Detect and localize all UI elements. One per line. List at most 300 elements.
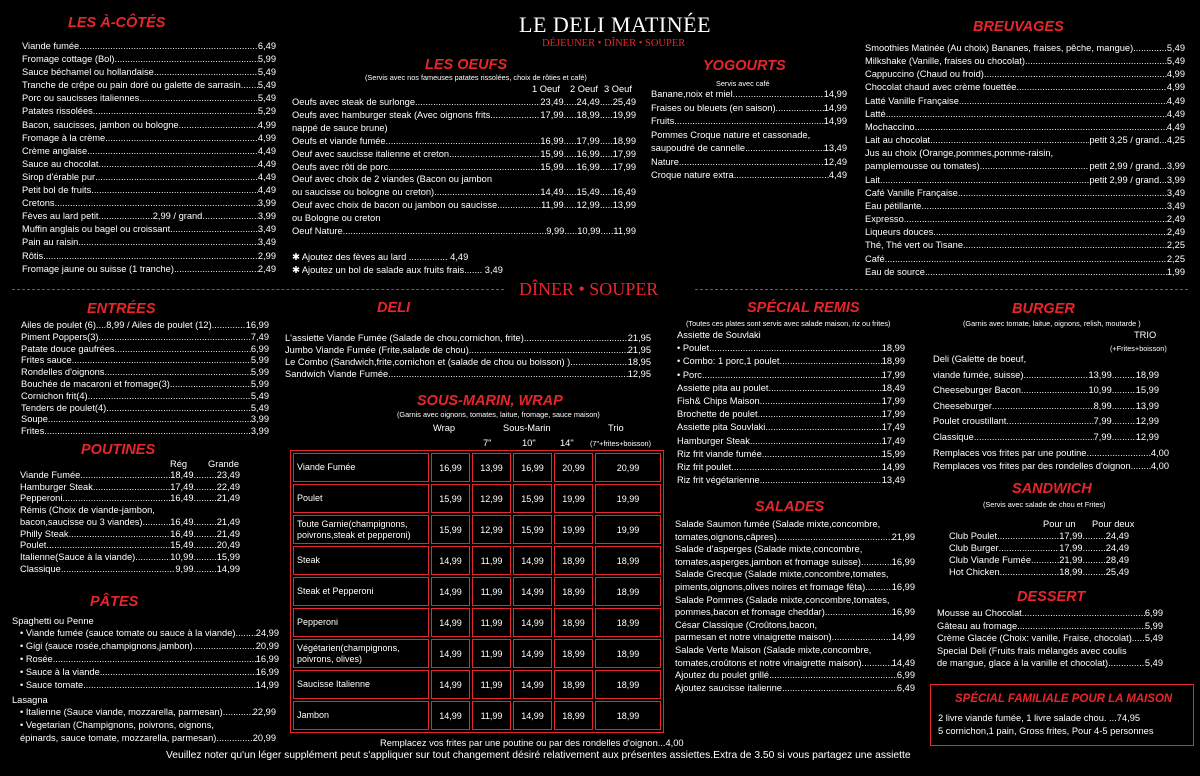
menu-item-name: Bouchée de macaroni et fromage(3)	[21, 378, 170, 389]
sousmarin-price: 18,99	[554, 546, 593, 575]
menu-item-price: 16,99	[891, 581, 915, 592]
menu-item	[865, 160, 1185, 173]
menu-item	[933, 368, 1159, 384]
leader-dots	[980, 160, 1090, 173]
menu-item-price: 4,49	[828, 170, 847, 180]
menu-item-name: • Sauce à la viande	[20, 666, 100, 677]
menu-item-price: 3,49	[257, 224, 276, 235]
leader-dots	[832, 631, 892, 644]
menu-item-price: 13,49	[823, 143, 847, 153]
menu-item-name: Fraises ou bleuets (en saison)	[651, 102, 776, 113]
menu-item-name: • Poulet	[677, 343, 710, 354]
sousmarin-price: 20,99	[595, 453, 661, 482]
leader-dots	[779, 355, 881, 368]
menu-item-prices: 23,49.....24,49.....25,49	[540, 97, 636, 107]
menu-item-price: 17,49	[881, 422, 905, 433]
menu-item-name: Le Combo (Sandwich,frite,cornichon et (salade de chou ou boisson) )	[285, 356, 571, 367]
breuvages-list	[865, 42, 1185, 279]
menu-item-name: Classique	[20, 563, 61, 574]
leader-dots	[343, 225, 547, 238]
menu-item	[22, 79, 276, 92]
familiale-title: SPÉCIAL FAMILIALE POUR LA MAISON	[955, 693, 1173, 705]
pates-spaghetti-list	[20, 627, 279, 692]
sousmarin-price: 18,99	[595, 639, 661, 668]
leader-dots	[1112, 414, 1136, 430]
menu-item-name: Sirop d'érable pur	[22, 171, 96, 182]
menu-item-name: Cretons	[22, 198, 55, 209]
menu-item-prices: 15,99.....16,99.....17,99	[540, 161, 636, 172]
sousmarin-item-name: Viande Fumée	[293, 453, 429, 482]
menu-item-price: 15,99	[881, 448, 905, 459]
menu-item-name: Oeufs avec steak de surlonge	[292, 97, 415, 107]
menu-item	[292, 225, 636, 238]
pates-group-spaghetti: Spaghetti ou Penne	[12, 616, 94, 626]
menu-item-name: Soupe	[21, 414, 48, 425]
menu-item-name: épinards, sauce tomate, mozzarella, parmesan)	[20, 732, 217, 743]
remis-subtitle: (Toutes ces plates sont servis avec salade maison, riz ou frites)	[686, 319, 891, 328]
leader-dots	[212, 320, 246, 332]
menu-item-extra: nappé de sauce brune)	[292, 122, 388, 133]
sousmarin-price: 14,99	[431, 546, 470, 575]
leader-dots	[95, 171, 258, 184]
sousmarin-price: 14,99	[431, 701, 470, 730]
menu-item-price: 2,25	[1166, 240, 1185, 251]
menu-item	[937, 607, 1163, 620]
menu-item-name: L'assiette Viande Fumée (Salade de chou,cornichon, frite)	[285, 333, 524, 343]
menu-item	[22, 145, 276, 158]
menu-item	[651, 156, 847, 170]
menu-item-name: Brochette de poulet	[677, 409, 758, 420]
menu-item-price: 12,95	[627, 368, 651, 379]
menu-item	[21, 391, 269, 403]
menu-item-price: 5,29	[257, 106, 276, 117]
menu-item-size-prices: petit 2,99 / grand...	[1089, 174, 1167, 185]
sousmarin-price: 16,99	[431, 453, 470, 482]
menu-item	[22, 223, 276, 236]
menu-item	[677, 461, 905, 474]
section-title-deli: DELI	[377, 300, 411, 316]
menu-item-name: Oeuf Nature	[292, 226, 343, 237]
menu-item-name: Assiette pita au poulet	[677, 382, 769, 393]
menu-item	[20, 517, 240, 529]
leader-dots	[1025, 55, 1167, 68]
menu-item-name: Assiette de Souvlaki	[677, 330, 761, 340]
menu-item-name: Tenders de poulet(4)	[21, 402, 107, 413]
leader-dots	[106, 403, 251, 415]
menu-item-name: piments,oignons,olives noires et fromage fêta)	[675, 581, 866, 592]
menu-item-name: Pommes Croque nature et cassonade,	[651, 129, 811, 140]
menu-item-name: Hamburger Steak	[677, 435, 750, 446]
menu-item-name: Oeufs et viande fumée	[292, 135, 386, 146]
menu-item-price: 5,49	[1144, 633, 1163, 644]
menu-item-name: Rémis (Choix de viande-jambon,	[20, 505, 155, 516]
menu-item	[292, 109, 636, 122]
menu-item-price: 2,25	[1166, 253, 1185, 264]
menu-item	[651, 102, 847, 116]
sousmarin-price: 18,99	[595, 577, 661, 606]
menu-item	[949, 531, 1129, 543]
sousmarin-h-trio-note: (7"+frites+boisson)	[590, 439, 651, 448]
menu-item-prices: 15,49.........20,49	[170, 540, 240, 551]
menu-item-price: 16,99	[891, 556, 915, 567]
menu-item	[21, 379, 269, 391]
menu-item	[937, 632, 1163, 645]
leader-dots	[885, 253, 1167, 266]
menu-item-name: Patate douce gaufrées	[21, 343, 115, 354]
menu-item-price: 6,49	[896, 682, 915, 693]
menu-item-price: 5,49	[1166, 56, 1185, 67]
menu-item-name: Rondelles d'oignons	[21, 367, 105, 378]
leader-dots	[974, 430, 1094, 446]
menu-item-name: Fruits	[651, 116, 675, 126]
menu-item-trio-price: 12,99	[1135, 416, 1159, 427]
sousmarin-row	[293, 701, 661, 730]
menu-item-name: Lait	[865, 174, 880, 185]
sandwich-subtitle: (Servis avec salade de chou et Frites)	[983, 500, 1106, 509]
menu-item-prices: 9,99.........14,99	[175, 563, 240, 574]
menu-item	[933, 414, 1159, 430]
sousmarin-price: 18,99	[595, 546, 661, 575]
leader-dots	[1112, 399, 1136, 415]
menu-item-price: 5,49	[257, 80, 276, 91]
leader-dots	[963, 239, 1167, 252]
menu-item-prices: 18,49.........23,49	[170, 470, 240, 480]
menu-item	[22, 236, 276, 249]
menu-item-name: • Gigi (sauce rosée,champignons,jambon)	[20, 640, 193, 651]
leader-dots	[61, 564, 176, 576]
menu-item-name: Salade Verte Maison (Salade mixte,concombre,	[675, 644, 872, 655]
menu-item-prices: 11,99.....12,99.....13,99	[541, 200, 636, 211]
menu-item	[865, 239, 1185, 252]
menu-item-price: 10,99	[1088, 385, 1112, 396]
leader-dots	[497, 199, 541, 212]
leader-dots	[93, 105, 258, 118]
menu-item	[651, 129, 847, 143]
menu-item	[20, 640, 279, 653]
leader-dots	[154, 66, 258, 79]
menu-item	[675, 543, 915, 556]
sousmarin-row	[293, 546, 661, 575]
leader-dots	[865, 581, 892, 594]
oeufs-col-2: 2 Oeuf	[570, 84, 598, 94]
leader-dots	[762, 448, 882, 461]
menu-item	[21, 367, 269, 379]
menu-item-name: Pain au raisin	[22, 237, 79, 248]
menu-item-prices: 16,99.....17,99.....18,99	[540, 135, 636, 146]
menu-item	[292, 199, 636, 212]
restaurant-tagline: DÉJEUNER • DÎNER • SOUPER	[542, 38, 686, 49]
menu-item-price: 3,49	[1166, 187, 1185, 198]
menu-item	[949, 567, 1129, 579]
menu-item-name: Mousse au Chocolat	[937, 608, 1022, 618]
menu-item-name: Oeuf avec choix de 2 viandes (Bacon ou jambon	[292, 174, 493, 185]
menu-item	[865, 200, 1185, 213]
sousmarin-price: 14,99	[431, 670, 470, 699]
menu-item	[651, 88, 847, 102]
menu-item-price: 4,99	[257, 132, 276, 143]
menu-item-price: 5,99	[257, 54, 276, 65]
menu-item	[675, 644, 915, 657]
section-title-sousmarin: SOUS-MARIN, WRAP	[417, 393, 563, 409]
burger-list	[933, 352, 1159, 446]
menu-item-name: Riz frit viande fumée	[677, 448, 762, 459]
menu-item	[20, 719, 276, 732]
leader-dots	[87, 145, 258, 158]
menu-item-name: Muffin anglais ou bagel ou croissant	[22, 224, 171, 235]
menu-item	[677, 329, 905, 342]
leader-dots	[170, 223, 258, 236]
menu-item-name: Riz frit végétarienne	[677, 475, 760, 486]
section-title-breuvages: BREUVAGES	[973, 19, 1064, 35]
leader-dots	[1112, 383, 1136, 399]
oeufs-addon-1: ✱ Ajoutez des fèves au lard ............... 4,49	[292, 252, 469, 262]
menu-item	[20, 706, 276, 719]
menu-item-name: Italienne(Sauce à la viande)	[20, 551, 136, 562]
menu-item	[21, 355, 269, 367]
leader-dots	[570, 357, 627, 369]
dessert-list	[937, 607, 1163, 670]
leader-dots	[469, 345, 628, 357]
menu-item-name: Café Vanille Française	[865, 187, 958, 198]
menu-item-name: Pepperoni	[20, 493, 63, 504]
menu-item	[22, 119, 276, 132]
sousmarin-price: 19,99	[595, 515, 661, 544]
menu-item-price: 17,99	[881, 396, 905, 407]
menu-item-size-prices: petit 2,99 / grand...	[1089, 161, 1167, 172]
sousmarin-h-14: 14"	[560, 438, 574, 448]
menu-item-price: 16,99	[245, 320, 269, 330]
menu-item-price: 12,49	[823, 156, 847, 167]
leader-dots	[921, 200, 1167, 213]
diner-souper-banner: DÎNER • SOUPER	[519, 279, 659, 299]
sousmarin-row	[293, 484, 661, 513]
menu-item	[865, 174, 1185, 187]
menu-item-prices: 14,49.....15,49.....16,49	[540, 187, 636, 198]
menu-item-name: Salade Saumon fumée (Salade mixte,concombre,	[675, 519, 881, 529]
leader-dots	[760, 395, 882, 408]
sousmarin-price: 13,99	[472, 453, 511, 482]
leader-dots	[1112, 368, 1136, 384]
menu-item-prices: 16,49.........21,49	[170, 516, 240, 527]
menu-item-trio-price: 18,99	[1135, 369, 1159, 380]
menu-item-name: Tranche de crêpe ou pain doré ou galette de sarrasin	[22, 80, 241, 91]
menu-item	[675, 606, 915, 619]
menu-item	[22, 197, 276, 210]
menu-item	[677, 355, 905, 368]
familiale-line-1: 2 livre viande fumée, 1 livre salade chou. ...74,95	[938, 713, 1141, 723]
menu-item-name: Special Deli (Fruits frais mélangés avec coulis	[937, 645, 1127, 656]
divider-right	[695, 289, 1188, 290]
divider-left	[12, 289, 504, 290]
section-title-salades: SALADES	[755, 499, 825, 515]
menu-item	[933, 383, 1159, 399]
menu-item-name: Cappuccino (Chaud ou froid)	[865, 69, 984, 80]
leader-dots	[777, 531, 892, 544]
menu-item-name: • Sauce tomate	[20, 679, 84, 690]
leader-dots	[170, 379, 251, 391]
menu-item-trio-price: 15,99	[1135, 385, 1159, 396]
menu-item	[677, 395, 905, 408]
leader-dots	[83, 679, 256, 692]
menu-item	[20, 552, 240, 564]
menu-item-prices: 16,49.........21,49	[170, 493, 240, 504]
menu-item-price: 4,49	[257, 185, 276, 196]
sousmarin-price: 18,99	[554, 577, 593, 606]
menu-item-name: Thé, Thé vert ou Tisane	[865, 240, 964, 251]
leader-dots	[490, 109, 540, 122]
menu-item-price: 3,99	[1166, 161, 1185, 172]
menu-item	[651, 169, 847, 183]
leader-dots	[1017, 620, 1145, 633]
sousmarin-item-name: Poulet	[293, 484, 429, 513]
menu-item-price: 21,99	[891, 531, 915, 542]
menu-item-name: Porc ou saucisses italiennes	[22, 93, 140, 104]
menu-item	[20, 482, 240, 494]
menu-item-name: Crème anglaise	[22, 145, 88, 156]
menu-item-price: 7,49	[250, 331, 269, 342]
leader-dots	[48, 414, 251, 426]
menu-item	[677, 435, 905, 448]
oeufs-col-3: 3 Oeuf	[604, 84, 632, 94]
menu-item-name: Café	[865, 253, 885, 264]
sousmarin-price: 18,99	[595, 608, 661, 637]
leader-dots	[62, 493, 170, 505]
section-title-burger: BURGER	[1012, 301, 1075, 317]
entrees-list	[21, 320, 269, 438]
menu-item-prices: 17,99.....18,99.....19,99	[540, 109, 636, 120]
menu-item-price: 22,99	[252, 707, 276, 717]
leader-dots	[99, 158, 258, 171]
leader-dots	[43, 250, 258, 263]
leader-dots	[55, 197, 258, 210]
menu-item-name: Club Poulet	[949, 531, 998, 541]
oeufs-list	[292, 96, 636, 238]
sousmarin-h-wrap: Wrap	[433, 423, 456, 433]
sousmarin-price: 14,99	[513, 701, 552, 730]
menu-item	[865, 266, 1185, 279]
menu-item-price: 2,49	[257, 263, 276, 274]
burger-trio: TRIO	[1134, 330, 1157, 340]
sousmarin-price: 16,99	[513, 453, 552, 482]
menu-item-price: 2,49	[1166, 227, 1185, 238]
section-title-oeufs: LES OEUFS	[425, 57, 508, 73]
menu-item-price: 3,49	[1166, 200, 1185, 211]
menu-item-price: 13,49	[881, 475, 905, 486]
leader-dots	[765, 421, 881, 434]
sousmarin-note: Remplacez vos frites par une poutine ou par des rondelles d'oignon...4,00	[380, 738, 684, 748]
menu-item-name: Club Burger	[949, 542, 999, 553]
sousmarin-h-10: 10"	[522, 438, 536, 448]
menu-item-name: Ajoutez saucisse italienne	[675, 682, 782, 693]
menu-item	[675, 531, 915, 544]
menu-item-price: 3,99	[257, 198, 276, 209]
menu-item-price: 5,99	[1144, 620, 1163, 631]
menu-item-price: 4,49	[257, 145, 276, 156]
sousmarin-price: 15,99	[513, 484, 552, 513]
sousmarin-price: 20,99	[554, 453, 593, 482]
menu-item	[22, 40, 276, 53]
menu-item-name: Rôtis	[22, 250, 44, 261]
menu-item	[865, 95, 1185, 108]
leader-dots	[674, 115, 823, 129]
menu-item-price: 5,49	[250, 390, 269, 401]
menu-item-price: 5,99	[250, 367, 269, 378]
menu-item	[292, 96, 636, 109]
oeufs-subtitle: (Servis avec nos fameuses patates rissolées, choix de rôties et café)	[365, 73, 587, 82]
sousmarin-price: 14,99	[513, 608, 552, 637]
section-title-cotes: LES À-CÔTÉS	[68, 15, 166, 31]
section-title-pates: PÂTES	[90, 594, 139, 610]
menu-item-name: • Rosée	[20, 653, 53, 664]
menu-item	[22, 158, 276, 171]
menu-item-name: Crème Glacée (Choix: vanille, Fraise, chocolat)	[937, 633, 1132, 644]
leader-dots	[992, 399, 1094, 415]
menu-item-prices: 17,99.........24,49	[1059, 531, 1129, 541]
poutines-col-grande: Grande	[208, 459, 240, 469]
menu-item-price: 14,49	[891, 657, 915, 668]
leader-dots	[80, 470, 170, 482]
menu-item-price: 6,99	[250, 343, 269, 354]
menu-item-name: Fromage jaune ou suisse (1 tranche)	[22, 263, 174, 274]
sousmarin-price: 18,99	[554, 639, 593, 668]
sousmarin-h-sousmarin: Sous-Marin	[503, 423, 551, 433]
menu-item-name: Ailes de poulet (6)....8,99 / Ailes de poulet (12)	[21, 320, 212, 330]
sousmarin-price: 15,99	[513, 515, 552, 544]
menu-item-name: Sandwich Viande Fumée	[285, 368, 389, 379]
menu-item-price: 3,99	[257, 211, 276, 222]
menu-item-name: saupoudré de cannelle	[651, 143, 746, 153]
menu-item-price: 5,49	[1144, 658, 1163, 669]
menu-item	[21, 414, 269, 426]
menu-item-price: 14,99	[823, 102, 847, 113]
menu-item-name: Poulet croustillant	[933, 416, 1007, 427]
menu-item	[865, 108, 1185, 121]
leader-dots	[93, 482, 170, 494]
menu-item-price: 5,49	[1166, 43, 1185, 53]
menu-item	[677, 342, 905, 355]
sousmarin-price: 18,99	[554, 670, 593, 699]
leader-dots	[91, 184, 258, 197]
menu-item-name: • Viande fumée (sauce tomate ou sauce à la viande)..	[20, 628, 241, 638]
menu-item-name: Ajoutez du poulet grillé	[675, 670, 770, 681]
menu-item-price: 20,99	[255, 640, 279, 651]
menu-item-name: viande fumée, suisse)	[933, 369, 1024, 380]
menu-item-price: 5,49	[250, 402, 269, 413]
menu-item	[22, 171, 276, 184]
menu-item-price: 17,49	[881, 435, 905, 446]
menu-item	[677, 421, 905, 434]
menu-item	[21, 332, 269, 344]
menu-item-price: 7,99	[1093, 431, 1112, 442]
leader-dots	[241, 627, 256, 640]
menu-item-name: de mangue, glace à la vanille et chocolat)	[937, 658, 1109, 669]
sousmarin-row	[293, 515, 661, 544]
menu-item-name: Poulet	[20, 540, 47, 551]
menu-item	[20, 666, 279, 679]
leader-dots	[861, 556, 892, 569]
sandwich-list	[949, 531, 1129, 579]
sousmarin-price: 15,99	[431, 515, 470, 544]
section-title-sandwich: SANDWICH	[1012, 481, 1092, 497]
sousmarin-price: 18,99	[554, 701, 593, 730]
menu-item-prices: 17,49.........22,49	[170, 481, 240, 492]
familiale-line-2: 5 cornichon,1 pain, Gross frites, Pour 4-5 personnes	[938, 726, 1154, 736]
menu-item-name: Smoothies Matinée (Au choix) Bananes, fraises, pêche, mangue)	[865, 43, 1134, 53]
sousmarin-price: 19,99	[554, 515, 593, 544]
menu-item	[285, 357, 651, 369]
sousmarin-price: 14,99	[431, 577, 470, 606]
menu-item-name: Oeuf avec saucisse italienne et creton	[292, 148, 450, 159]
